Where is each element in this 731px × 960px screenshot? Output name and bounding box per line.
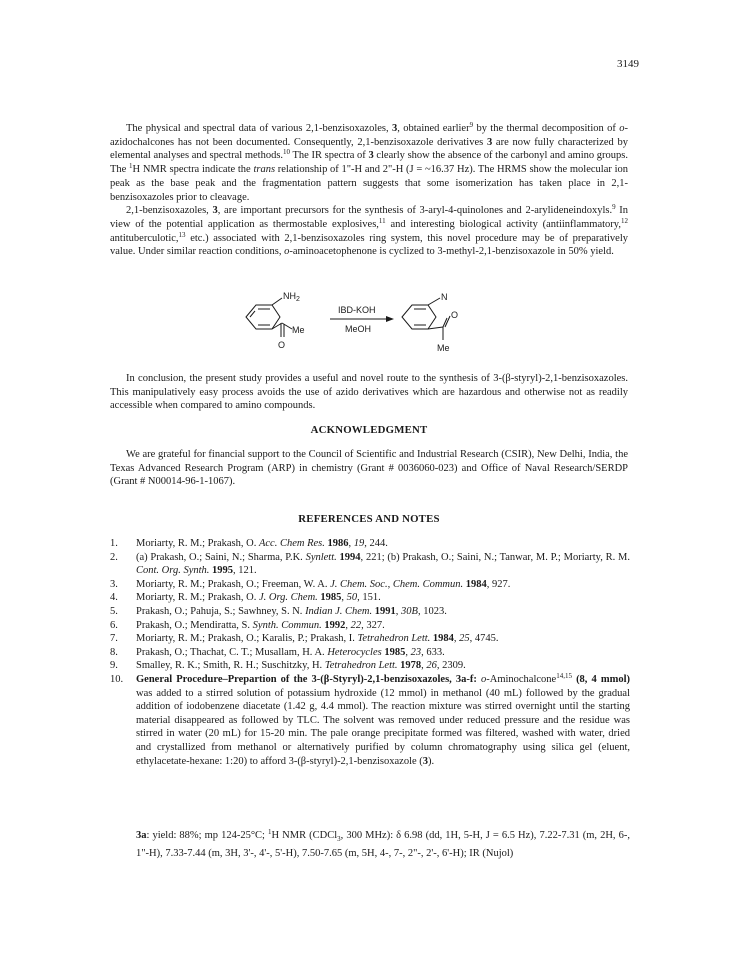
text-run: In view of the potential application as thermostable explosives, [110,205,629,230]
text-run: clearly show the absence of the carbonyl and amino groups. The [110,150,628,176]
superscript: 1 [129,162,133,171]
acknowledgment-text: We are grateful for financial support to the Council of Scientific and Industrial Research (CSIR), New Delhi, India, the Texas Advanced Research Program (ARP) in chemistry (Grant # 0036060-023) and Office of Naval Research/SERDP (Grant # N00014-96-1-1067). [110,449,628,488]
citation: 12 [620,216,628,225]
citation: 10 [283,148,291,157]
reference-text: Moriarty, R. M.; Prakash, O.; Freeman, W. A. J. Chem. Soc., Chem. Commun. 1984, 927. [136,578,511,590]
text-run: o [284,246,290,258]
references-list [110,537,630,768]
ring-bond [428,298,440,305]
reference-number: 4. [110,592,118,604]
reference-number: 3. [110,578,118,590]
amino-bond [272,298,282,305]
compound-ref: 3 [212,205,218,217]
reference-item [110,605,630,619]
arrow-head-icon [386,316,394,322]
reference-text: (a) Prakash, O.; Saini, N.; Sharma, P.K. Synlett. 1994, 221; (b) Prakash, O.; Saini, N.; Tanwar, M. P.; Moriarty, R. M. Cont. Org. Synth. 1995, 121. [136,551,630,577]
reaction-scheme [238,282,478,362]
methyl-label: Me [437,343,450,353]
compound-label: 3a [136,830,147,841]
methyl-label: Me [292,325,305,335]
text-run: 2,1-benzisoxazoles, [126,205,213,217]
compound-ref: 3 [368,150,374,162]
text-run: , are important precursors for the synthesis of 3-aryl-4-quinolones and 2-arylideneindoxyls. [217,205,613,217]
reference-text: Prakash, O.; Thachat, C. T.; Musallam, H. A. Heterocycles 1985, 23, 633. [136,646,445,658]
references-heading: REFERENCES AND NOTES [298,513,440,525]
reference-text: Prakash, O.; Pahuja, S.; Sawhney, S. N. Indian J. Chem. 1991, 30B, 1023. [136,605,447,617]
benzisoxazole-structure [402,298,450,340]
amino-label: $NH_2$ [283,291,300,303]
reference-number: 2. [110,551,118,563]
text-run: antituberculotic, [110,232,179,244]
reference-item [110,551,630,578]
reference-number: 5. [110,605,118,617]
text-run: -azidochalcones has not been documented. Consequently, 2,1-benzisoxazole derivatives [110,123,628,148]
reference-item [110,673,630,768]
reference-item [110,619,630,633]
reagent-label: IBD-KOH [338,305,376,315]
paragraph-1 [110,122,628,204]
text-run: and interesting biological activity (antiinflammatory, [385,218,621,230]
compound-3a-data: 3a: yield: 88%; mp 124-25°C; $^1$H NMR (CDCl$_3$, 300 MHz): δ 6.98 (dd, 1H, 5-H, J = 6.5 Hz), 7.22-7.31 (m, 2H, 6-, 1"-H), 7.33-7.44 (m, 3H, 3'-, 4'-, 5'-H), 7.50-7.65 (m, 5H, 4-, 7-, 2"-, 2'-, 6'-H); IR (Nujol) [136,828,630,859]
reference-item [110,632,630,646]
text-run: The IR spectra of [290,150,369,162]
text-run: H NMR spectra indicate the [132,164,254,176]
intro-paragraph [110,122,628,259]
solvent-label: MeOH [345,324,372,334]
citation: 11 [378,216,386,225]
reference-number: 10. [110,673,124,685]
acknowledgment-heading: ACKNOWLEDGMENT [310,424,428,436]
text-run: -aminoacetophenone is cyclized to 3-methyl-2,1-benzisoxazole in 50% yield. [289,246,614,258]
paragraph-3: In conclusion, the present study provides a useful and novel route to the synthesis of 3-(β-styryl)-2,1-benzisoxazoles. This manipulatively easy process avoids the use of azido derivatives which are hazardous and otherwise not as readily accessible when compared to amino compounds. [110,373,628,412]
citation: 9 [469,121,474,129]
reference-text: General Procedure–Prepartion of the 3-(β-Styryl)-2,1-benzisoxazoles, 3a-f: o-Aminochalcone$^{14,15}$ (8, 4 mmol) was added to a stirred solution of potassium hydroxide (12 mmol) in methanol (40 mL) followed by the gradual addition of iodobenzene diacetate (1.42 g, 4.4 mmol). The reaction mixture was stirred overnight until the starting material disappeared as followed by TLC. The solvent was removed under reduced pressure and the residue was stirred in water (20 mL) for 15-20 min. The pale orange precipitate formed was filtered, washed with water, dried and crystallized from methanol or alternatively purified by column chromatography using silica gel (eluent, ethylacetate-hexane: 1:20) to afford 3-(β-styryl)-2,1-benzisoxazole (3). [136,671,631,767]
reference-number: 8. [110,646,118,658]
citation: 13 [178,230,186,239]
text-run: The physical and spectral data of various 2,1-benzisoxazoles, [126,123,392,134]
ring-bond [443,318,447,327]
compound-ref: 3 [392,123,398,134]
reference-item [110,537,630,551]
text-run: are now fully characterized by elemental analyses and spectral methods. [110,136,629,162]
ring-bond [428,327,443,329]
nitrogen-label: N [441,292,448,302]
aminoacetophenone-structure [246,298,292,337]
ring-oxygen-label: O [451,310,459,320]
text-run: , obtained earlier [397,123,470,134]
reference-number: 9. [110,660,118,672]
reference-text: Moriarty, R. M.; Prakash, O. Acc. Chem Res. 1986, 19, 244. [136,538,388,549]
reference-item [110,646,630,660]
page-number: 3149 [617,58,639,70]
text-run: etc.) associated with 2,1-benzisoxazoles ring system, this novel procedure may be of preparatively value. Under similar reaction conditions, [110,232,628,258]
reference-text: Smalley, R. K.; Smith, R. H.; Suschitzky, H. Tetrahedron Lett. 1978, 26, 2309. [136,660,466,672]
citation: 14,15 [556,671,572,680]
reference-number: 6. [110,619,118,631]
procedure-title: General Procedure–Prepartion of the 3-(β-Styryl)-2,1-benzisoxazoles, 3a-f: [136,673,477,685]
reference-item [110,659,630,673]
reference-text: Moriarty, R. M.; Prakash, O. J. Org. Chem. 1985, 50, 151. [136,592,381,604]
text-run: trans [253,164,276,176]
text-run: by the thermal decomposition of [473,123,620,134]
paragraph-2 [110,204,628,259]
reference-number: 1. [110,538,118,549]
citation: 9 [612,203,616,212]
text-run: relationship of 1"-H and 2"-H (J = ~16.37 Hz). The HRMS show the molecular ion peak as the base peak and the fragmentation pattern suggests that some isomerization has taken place in 2,1-benzisoxazoles prior to cleavage. [110,164,628,203]
acknowledgment-paragraph [110,448,628,489]
text-run: o [619,123,625,134]
conclusion-paragraph [110,372,628,413]
carbonyl-oxygen-label: O [278,340,286,350]
reference-text: Moriarty, R. M.; Prakash, O.; Karalis, P.; Prakash, I. Tetrahedron Lett. 1984, 25, 4745. [136,633,499,645]
compound-ref: 3 [486,136,493,148]
reference-item [110,578,630,592]
reference-item [110,591,630,605]
reference-text: Prakash, O.; Mendiratta, S. Synth. Commun. 1992, 22, 327. [136,619,385,631]
reference-number: 7. [110,633,118,645]
